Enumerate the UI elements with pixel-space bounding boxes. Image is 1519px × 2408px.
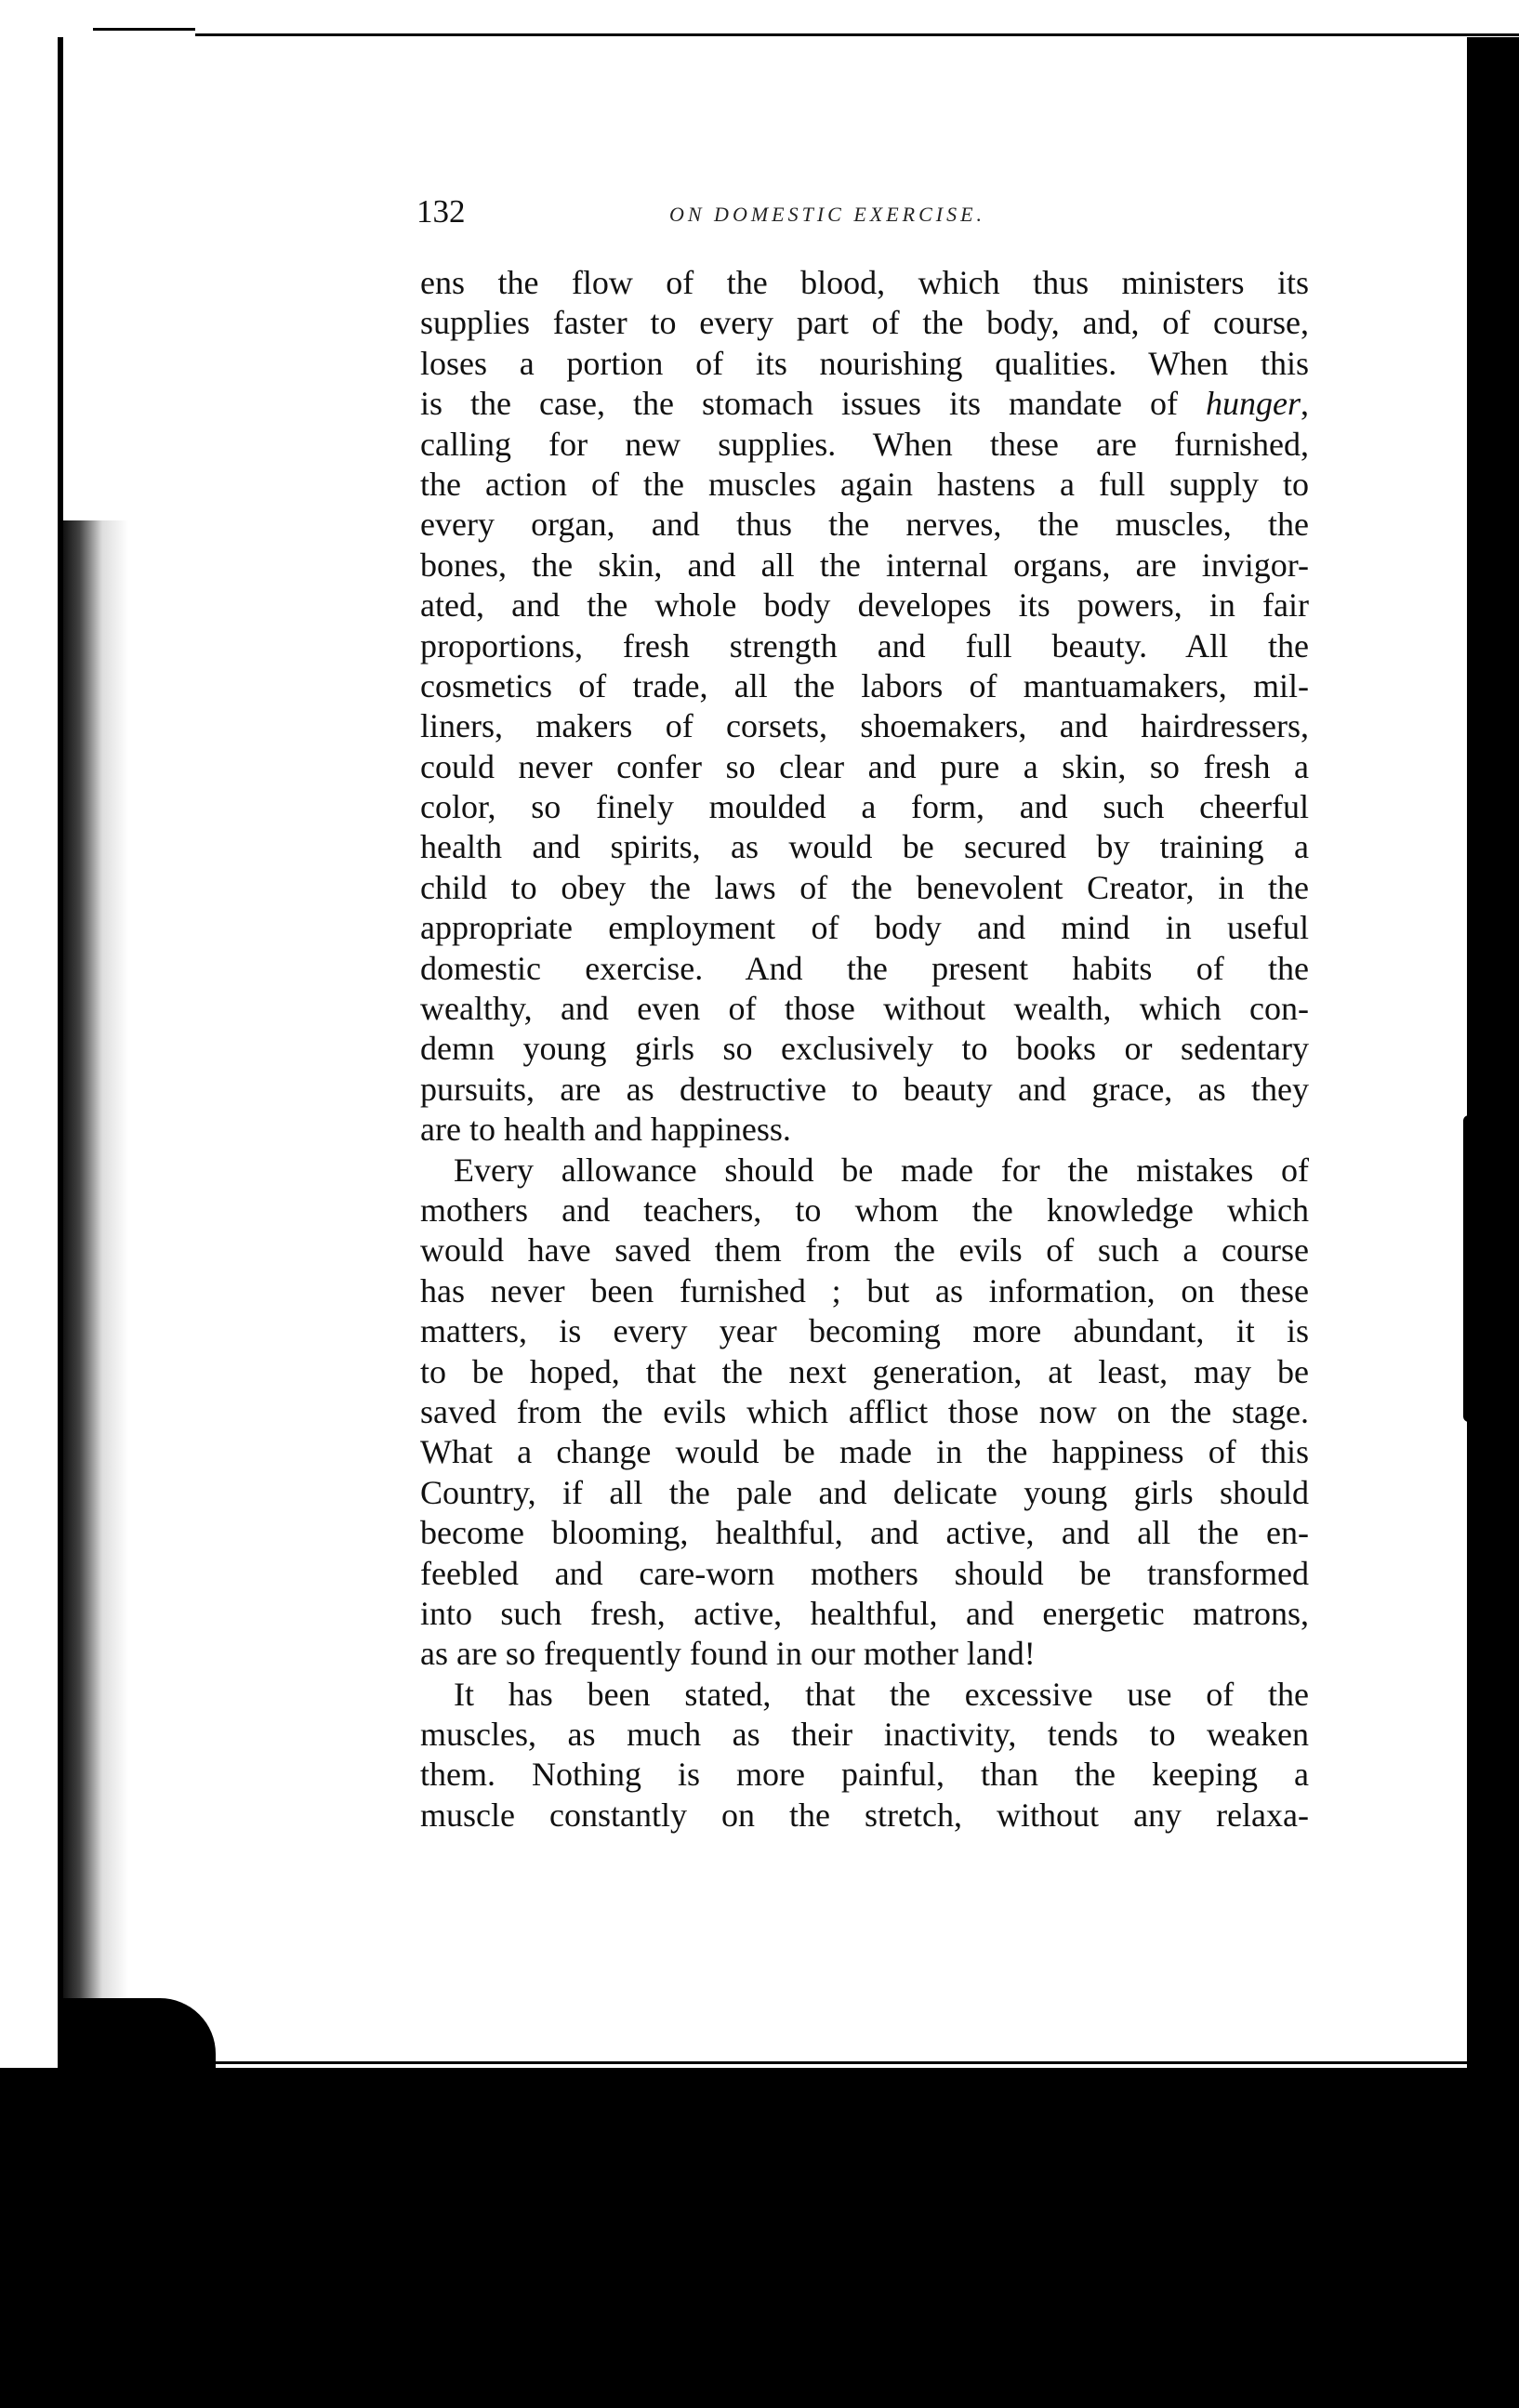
text-line: ens the flow of the blood, which thus ministers its bbox=[420, 264, 1309, 301]
scan-top-edge bbox=[195, 33, 1519, 36]
text-line: wealthy, and even of those without wealth, which con- bbox=[420, 990, 1309, 1028]
scan-page-bottom-edge bbox=[186, 2061, 1469, 2064]
text-line: muscle constantly on the stretch, without any relaxa- bbox=[420, 1796, 1309, 1834]
text-line: bones, the skin, and all the internal organs, are invigor- bbox=[420, 546, 1309, 584]
text-line: health and spirits, as would be secured by training a bbox=[420, 828, 1309, 866]
scan-right-smudge bbox=[1463, 1115, 1476, 1422]
text-line: What a change would be made in the happiness of this bbox=[420, 1433, 1309, 1471]
text-line: calling for new supplies. When these are furnished, bbox=[420, 425, 1309, 463]
text-line: into such fresh, active, healthful, and energetic matrons, bbox=[420, 1594, 1309, 1632]
text-line: color, so finely moulded a form, and such cheerful bbox=[420, 788, 1309, 826]
text-line: are to health and happiness. bbox=[420, 1111, 791, 1149]
text-line: Country, if all the pale and delicate young girls should bbox=[420, 1473, 1309, 1511]
text-line: appropriate employment of body and mind in useful bbox=[420, 909, 1309, 947]
scan-bottom-band bbox=[0, 2068, 1519, 2408]
text-line: domestic exercise. And the present habits of the bbox=[420, 949, 1309, 987]
page-number: 132 bbox=[416, 193, 466, 230]
text-line: them. Nothing is more painful, than the keeping a bbox=[420, 1756, 1309, 1794]
text-line: become blooming, healthful, and active, and all the en- bbox=[420, 1514, 1309, 1552]
text-line: liners, makers of corsets, shoemakers, and hairdressers, bbox=[420, 707, 1309, 745]
text-line: is the case, the stomach issues its mandate of hunger, bbox=[420, 385, 1309, 423]
text-line: the action of the muscles again hastens a full supply to bbox=[420, 465, 1309, 503]
text-line: child to obey the laws of the benevolent Creator, in the bbox=[420, 868, 1309, 906]
text-line: demn young girls so exclusively to books or sedentary bbox=[420, 1030, 1309, 1068]
text-line: proportions, fresh strength and full beauty. All the bbox=[420, 626, 1309, 665]
text-line: would have saved them from the evils of such a course bbox=[420, 1231, 1309, 1270]
text-line: cosmetics of trade, all the labors of mantuamakers, mil- bbox=[420, 666, 1309, 704]
text-line: It has been stated, that the excessive use of the bbox=[454, 1675, 1309, 1713]
text-line: matters, is every year becoming more abundant, it is bbox=[420, 1312, 1309, 1350]
text-line: feebled and care-worn mothers should be transformed bbox=[420, 1554, 1309, 1592]
text-line: as are so frequently found in our mother land! bbox=[420, 1635, 1036, 1673]
text-line: Every allowance should be made for the mistakes of bbox=[454, 1151, 1309, 1189]
text-line: muscles, as much as their inactivity, tends to weaken bbox=[420, 1716, 1309, 1754]
text-line: every organ, and thus the nerves, the muscles, the bbox=[420, 506, 1309, 544]
scan-right-edge bbox=[1467, 37, 1519, 2068]
text-line: pursuits, are as destructive to beauty and grace, as they bbox=[420, 1070, 1309, 1108]
page-header bbox=[416, 193, 1346, 238]
text-line: ated, and the whole body developes its powers, in fair bbox=[420, 586, 1309, 625]
text-line: mothers and teachers, to whom the knowledge which bbox=[420, 1191, 1309, 1229]
text-line: saved from the evils which afflict those now on the stage. bbox=[420, 1392, 1309, 1430]
running-head: ON DOMESTIC EXERCISE. bbox=[669, 203, 986, 226]
body-text bbox=[420, 263, 1309, 1836]
text-line: could never confer so clear and pure a skin, so fresh a bbox=[420, 747, 1309, 785]
text-line: to be hoped, that the next generation, at least, may be bbox=[420, 1352, 1309, 1390]
text-line: has never been furnished ; but as information, on these bbox=[420, 1271, 1309, 1309]
scan-left-top-edge bbox=[93, 28, 195, 31]
text-line: supplies faster to every part of the body, and, of course, bbox=[420, 304, 1309, 342]
scan-gutter-shadow bbox=[63, 520, 128, 2063]
text-line: loses a portion of its nourishing qualities. When this bbox=[420, 344, 1309, 382]
